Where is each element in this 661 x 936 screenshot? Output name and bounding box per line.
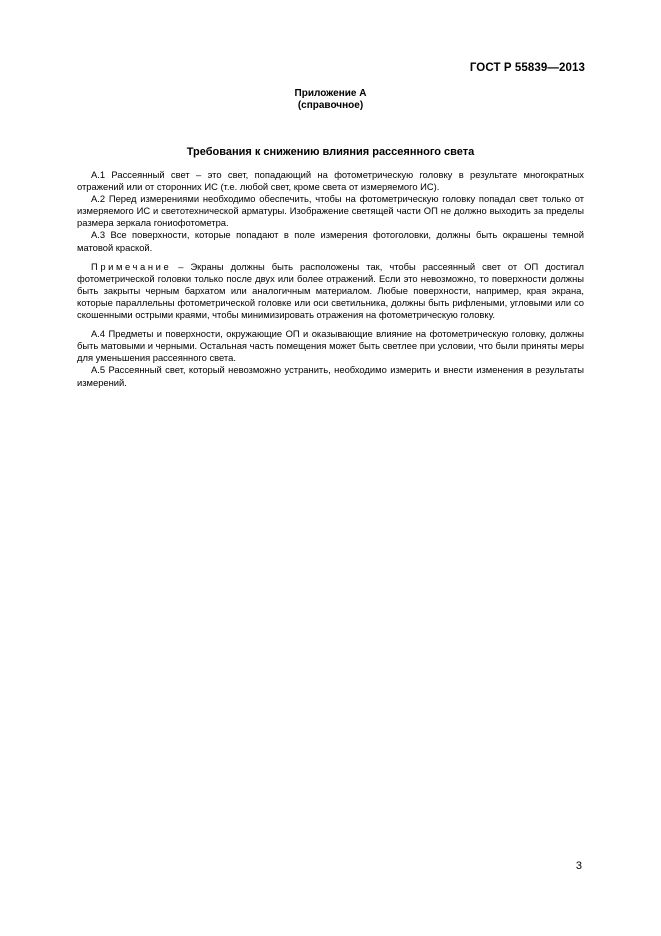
page-number: 3 xyxy=(575,860,582,872)
appendix-subtitle: (справочное) xyxy=(297,100,364,111)
paragraph-a5: А.5 Рассеянный свет, который невозможно устранить, необходимо измерить и внести изменения в результаты измерений. xyxy=(77,364,584,388)
paragraph-a4: А.4 Предметы и поверхности, окружающие ОП и оказывающие влияние на фотометрическую головку, должны быть матовыми и черными. Остальная часть помещения может быть светлее при условии, что были приняты меры для уменьшения рассеянного света. xyxy=(77,328,584,364)
appendix-title: Приложение А xyxy=(294,88,367,99)
appendix-title-block xyxy=(0,88,661,112)
paragraph-a1: А.1 Рассеянный свет – это свет, попадающий на фотометрическую головку в результате многократных отражений или от сторонних ИС (т.е. любой свет, кроме света от измеряемого ИС). xyxy=(77,169,584,193)
paragraph-a3: А.3 Все поверхности, которые попадают в поле измерения фотоголовки, должны быть окрашены темной матовой краской. xyxy=(77,229,584,253)
paragraph-a2: А.2 Перед измерениями необходимо обеспечить, чтобы на фотометрическую головку попадал свет только от измеряемого ИС и светотехнической арматуры. Изображение светящей части ОП не должно выходить за пределы размера зеркала гониофотометра. xyxy=(77,193,584,229)
note-paragraph xyxy=(77,261,584,321)
standard-code-header: ГОСТ Р 55839—2013 xyxy=(469,62,585,74)
note-text: – Экраны должны быть расположены так, чтобы рассеянный свет от ОП достигал фотометрической головки только после двух или более отражений. Если это невозможно, то поверхности должны быть закрыты черным бархатом или аналогичным материалом. Любые поверхности, например, края экрана, которые параллельны фотометрической головке или оси светильника, должны быть рифлеными, угловыми или со скошенными острыми краями, чтобы минимизировать отражения на фотометрическую головку. xyxy=(77,260,584,321)
section-heading: Требования к снижению влияния рассеянного света xyxy=(186,146,475,158)
note-label: Примечание xyxy=(91,260,172,272)
document-body xyxy=(77,169,584,389)
